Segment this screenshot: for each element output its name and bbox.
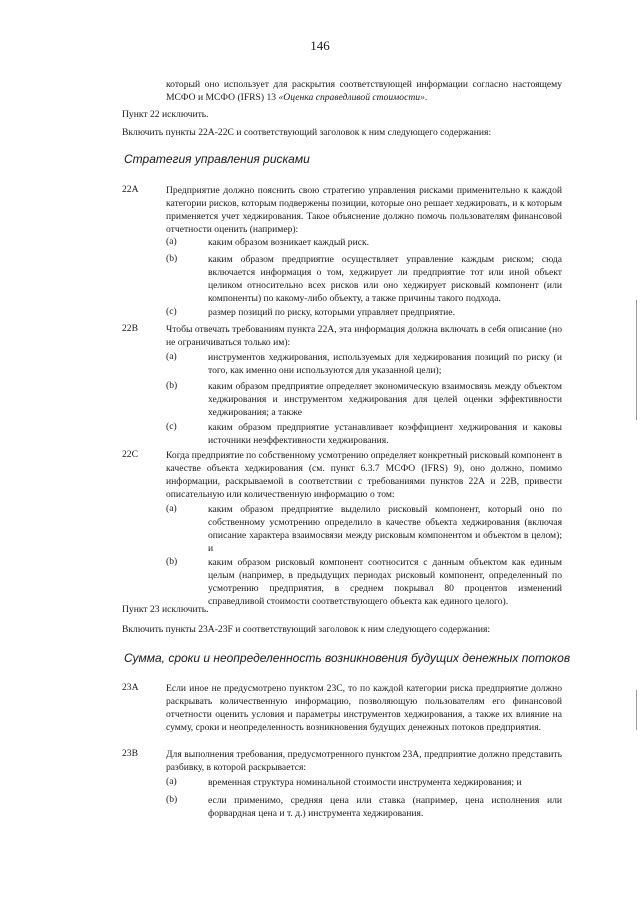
- list-item: временная структура номинальной стоимости инструмента хеджирования; и: [208, 777, 522, 788]
- paragraph-code-23b: 23В: [122, 748, 138, 759]
- paragraph-code-22a: 22А: [122, 184, 139, 195]
- page-number: 146: [310, 38, 330, 53]
- instruction-insert-23: Включить пункты 23А-23F и соответствующий заголовок к ним следующего содержания:: [122, 624, 491, 635]
- paragraph-23b: Для выполнения требования, предусмотренного пунктом 23А, предприятие должно представить разбивку, в которой раскрывается:: [166, 749, 562, 773]
- instruction-delete-23: Пункт 23 исключить.: [122, 604, 209, 615]
- list-item: каким образом предприятие выделило рисковый компонент, который оно по собственному усмотрению определило в качестве объекта хеджирования (включая описание характера взаимосвязи между рисковым компонентом и объектом в целом); и: [208, 504, 562, 554]
- list-item: каким образом предприятие осуществляет управление каждым риском; сюда включается информация о том, хеджирует ли предприятие тот или иной объект целиком относительно всех рисков или оно хеджирует рисковый компонент (или компоненты) по какому-либо объекту, а также причины такого подхода.: [208, 254, 562, 304]
- section-heading-cash-flows: Сумма, сроки и неопределенность возникновения будущих денежных потоков: [124, 651, 571, 665]
- item-mark: (c): [166, 421, 177, 432]
- instruction-insert-22: Включить пункты 22А-22С и соответствующий заголовок к ним следующего содержания:: [122, 127, 492, 138]
- paragraph-code-22c: 22С: [122, 449, 138, 460]
- intro-text-end: .: [424, 92, 428, 103]
- item-mark: (a): [166, 351, 177, 362]
- list-item: размер позиций по риску, которыми управляет предприятие.: [208, 307, 455, 318]
- item-mark: (b): [166, 556, 178, 567]
- item-mark: (a): [166, 236, 177, 247]
- paragraph-22a: Предприятие должно пояснить свою стратегию управления рисками применительно к каждой категории рисков, которым подвержены позиции, которые оно решает хеджировать, и к которым применяется учет хеджирования. Такое объяснение должно помочь пользователям финансовой отчетности оценить (например):: [166, 185, 562, 235]
- paragraph-code-22b: 22В: [122, 323, 138, 334]
- standard-title: «Оценка справедливой стоимости»: [278, 92, 425, 103]
- intro-paragraph: [166, 78, 562, 104]
- list-item: каким образом рисковый компонент соотносится с данным объектом как единым целым (например, в предыдущих периодах рисковый компонент, определенный по усмотрению предприятия, в среднем покрывал 80 процентов изменений справедливой стоимости соответствующего объекта как единого целого).: [208, 557, 562, 607]
- item-mark: (a): [166, 776, 177, 787]
- list-item: каким образом возникает каждый риск.: [208, 237, 370, 248]
- item-mark: (b): [166, 380, 178, 391]
- list-item: каким образом предприятие определяет экономическую взаимосвязь между объектом хеджирования и инструментом хеджирования для целей оценки эффективности хеджирования; а также: [208, 381, 562, 418]
- instruction-delete-22: Пункт 22 исключить.: [122, 109, 209, 120]
- paragraph-22b: Чтобы отвечать требованиям пункта 22А, эта информация должна включать в себя описание (но не ограничиваться только им):: [166, 324, 562, 348]
- item-mark: (a): [166, 503, 177, 514]
- list-item: каким образом предприятие устанавливает коэффициент хеджирования и каковы источники неэффективности хеджирования.: [208, 422, 562, 446]
- section-heading-risk-strategy: Стратегия управления рисками: [124, 152, 310, 166]
- paragraph-22c: Когда предприятие по собственному усмотрению определяет конкретный рисковый компонент в качестве объекта хеджирования (см. пункт 6.3.7 МСФО (IFRS) 9), оно должно, помимо информации, раскрываемой в соответствии с требованиями пунктов 22А и 22В, привести описательную или количественную информацию о том:: [166, 450, 562, 500]
- item-mark: (c): [166, 306, 177, 317]
- paragraph-code-23a: 23А: [122, 682, 139, 693]
- scan-edge-mark: [636, 690, 637, 730]
- list-item: если применимо, средняя цена или ставка (например, цена исполнения или форвардная цена и т. д.) инструмента хеджирования.: [208, 795, 562, 819]
- intro-text: который оно использует для раскрытия соответствующей информации согласно настоящему МСФО и МСФО (IFRS) 13: [166, 79, 562, 103]
- paragraph-23a: Если иное не предусмотрено пунктом 23С, то по каждой категории риска предприятие должно раскрывать количественную информацию, позволяющую пользователям его финансовой отчетности оценить условия и параметры инструментов хеджирования, а также их влияние на сумму, сроки и неопределенность возникновения будущих денежных потоков предприятия.: [166, 683, 562, 733]
- list-item: инструментов хеджирования, используемых для хеджирования позиций по риску (и того, как именно они используются для указанной цели);: [208, 352, 562, 376]
- scan-edge-mark: [636, 300, 637, 420]
- item-mark: (b): [166, 253, 178, 264]
- item-mark: (b): [166, 794, 178, 805]
